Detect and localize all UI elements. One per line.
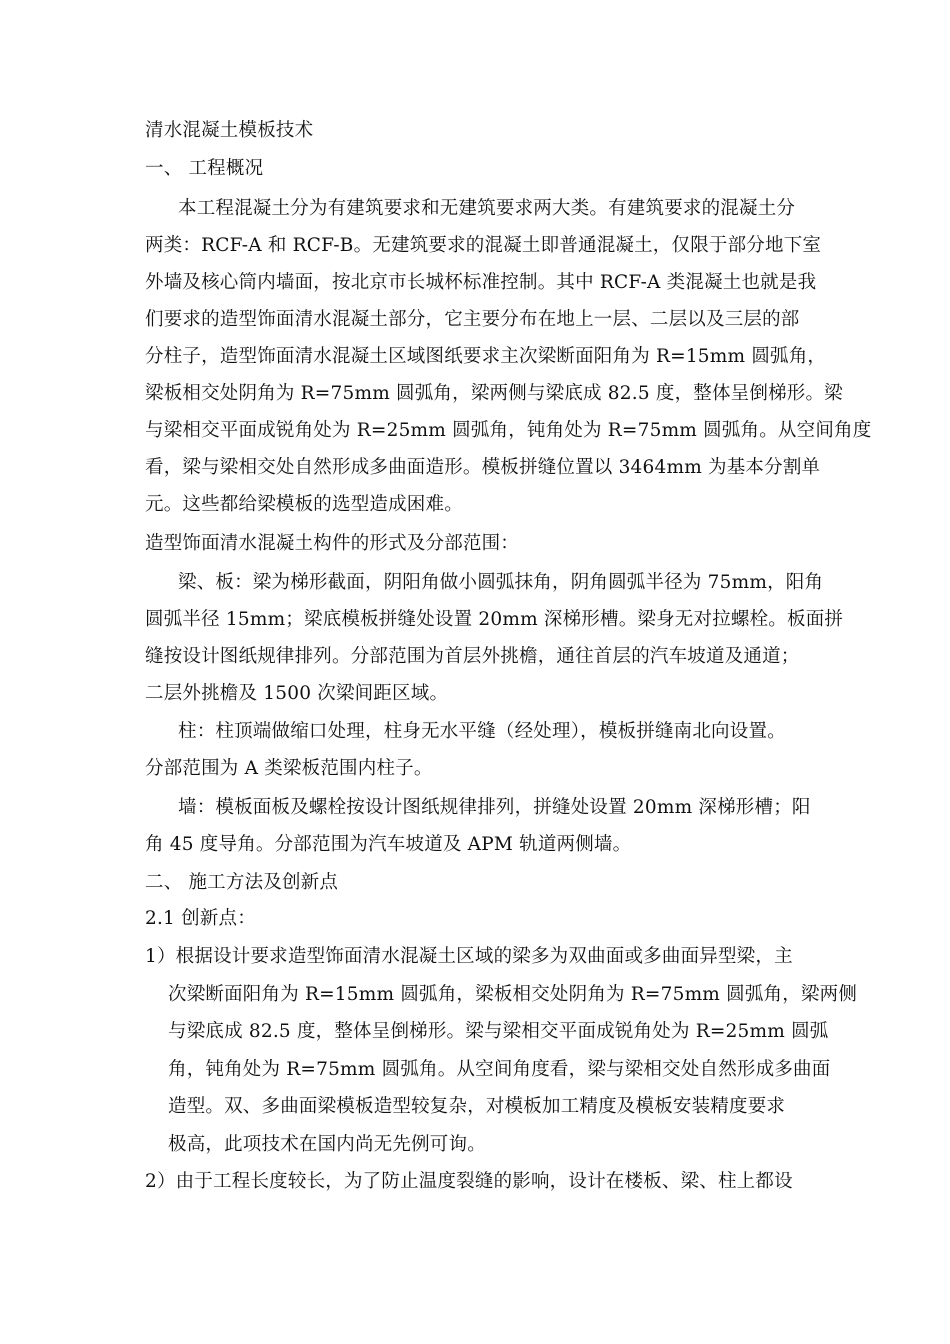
list-item-line: 角，钝角处为 R=75mm 圆弧角。从空间角度看，梁与梁相交处自然形成多曲面 [168, 1059, 831, 1080]
paragraph-line: 两类：RCF-A 和 RCF-B。无建筑要求的混凝土即普通混凝土，仅限于部分地下室 [145, 235, 822, 256]
paragraph-line: 墙：模板面板及螺栓按设计图纸规律排列，拼缝处设置 20mm 深梯形槽；阳 [178, 797, 811, 818]
paragraph-line: 分部范围为 A 类梁板范围内柱子。 [145, 758, 433, 779]
list-item-line: 造型。双、多曲面梁模板造型较复杂，对模板加工精度及模板安装精度要求 [168, 1096, 786, 1117]
list-item-line: 1）根据设计要求造型饰面清水混凝土区域的梁多为双曲面或多曲面异型梁，主 [145, 946, 793, 967]
list-item-line: 与梁底成 82.5 度，整体呈倒梯形。梁与梁相交平面成锐角处为 R=25mm 圆弧 [168, 1021, 829, 1042]
list-item-line: 极高，此项技术在国内尚无先例可询。 [168, 1134, 486, 1155]
paragraph-line: 外墙及核心筒内墙面，按北京市长城杯标准控制。其中 RCF-A 类混凝土也就是我 [145, 272, 817, 293]
paragraph-line: 梁、板：梁为梯形截面，阴阳角做小圆弧抹角，阴角圆弧半径为 75mm，阳角 [178, 572, 824, 593]
paragraph-line: 看，梁与梁相交处自然形成多曲面造形。模板拼缝位置以 3464mm 为基本分割单 [145, 457, 821, 478]
list-item-line: 2）由于工程长度较长，为了防止温度裂缝的影响，设计在楼板、梁、柱上都设 [145, 1171, 793, 1192]
paragraph-line: 角 45 度导角。分部范围为汽车坡道及 APM 轨道两侧墙。 [145, 834, 632, 855]
paragraph-line: 缝按设计图纸规律排列。分部范围为首层外挑檐，通往首层的汽车坡道及通道； [145, 646, 800, 667]
paragraph-line: 分柱子，造型饰面清水混凝土区域图纸要求主次梁断面阳角为 R=15mm 圆弧角， [145, 346, 827, 367]
section-heading-1: 一、 工程概况 [145, 158, 264, 179]
paragraph-line: 二层外挑檐及 1500 次梁间距区域。 [145, 683, 449, 704]
paragraph-line: 们要求的造型饰面清水混凝土部分，它主要分布在地上一层、二层以及三层的部 [145, 309, 800, 330]
paragraph-line: 与梁相交平面成锐角处为 R=25mm 圆弧角，钝角处为 R=75mm 圆弧角。从空间角度 [145, 420, 872, 441]
paragraph-line: 圆弧半径 15mm；梁底模板拼缝处设置 20mm 深梯形槽。梁身无对拉螺栓。板面拼 [145, 609, 844, 630]
list-item-line: 次梁断面阳角为 R=15mm 圆弧角，梁板相交处阴角为 R=75mm 圆弧角，梁两侧 [168, 984, 858, 1005]
document-title: 清水混凝土模板技术 [145, 120, 314, 141]
paragraph-line: 柱：柱顶端做缩口处理，柱身无水平缝（经处理），模板拼缝南北向设置。 [178, 721, 786, 742]
paragraph-line: 本工程混凝土分为有建筑要求和无建筑要求两大类。有建筑要求的混凝土分 [178, 198, 796, 219]
paragraph-line: 梁板相交处阴角为 R=75mm 圆弧角，梁两侧与梁底成 82.5 度，整体呈倒梯形。梁 [145, 383, 843, 404]
subsection-heading: 2.1 创新点： [145, 908, 256, 929]
paragraph-line: 元。这些都给梁模板的选型造成困难。 [145, 494, 463, 515]
subheading: 造型饰面清水混凝土构件的形式及分部范围： [145, 533, 520, 554]
section-heading-2: 二、 施工方法及创新点 [145, 872, 339, 893]
